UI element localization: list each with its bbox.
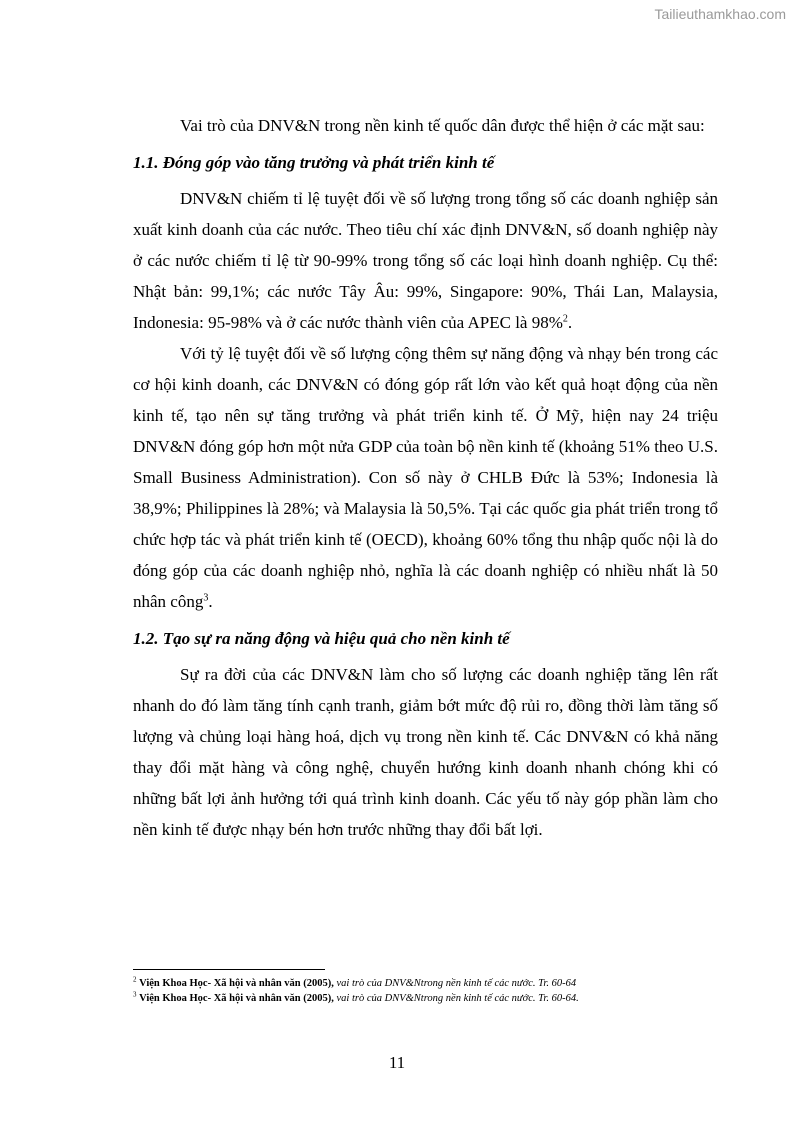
footnote-title: vai trò của DNV&Ntrong nền kinh tế các nước. Tr. 60-64 xyxy=(333,978,577,989)
paragraph-end: . xyxy=(208,592,213,611)
footnote-ref-2[interactable]: 2 xyxy=(562,313,568,325)
watermark-text: Tailieuthamkhao.com xyxy=(654,6,786,22)
footnote-3 xyxy=(133,991,718,1006)
footnote-number: 2 xyxy=(133,975,137,984)
page-number: 11 xyxy=(388,1053,406,1072)
footnote-title: vai trò của DNV&Ntrong nền kinh tế các nước. Tr. 60-64. xyxy=(333,993,579,1004)
paragraph-text: DNV&N chiếm tỉ lệ tuyệt đối về số lượng trong tổng số các doanh nghiệp sản xuất kinh doanh của các nước. Theo tiêu chí xác định DNV&N, số doanh nghiệp này ở các nước chiếm tỉ lệ từ 90-99% trong tổng số các loại hình doanh nghiệp. Cụ thể: Nhật bản: 99,1%; các nước Tây Âu: 99%, Singapore: 90%, Thái Lan, Malaysia, Indonesia: 95-98% và ở các nước thành viên của APEC là 98% xyxy=(133,189,718,332)
section-1-2-paragraph-1: Sự ra đời của các DNV&N làm cho số lượng các doanh nghiệp tăng lên rất nhanh do đó làm tăng tính cạnh tranh, giảm bớt mức độ rủi ro, đồng thời làm tăng số lượng và chủng loại hàng hoá, dịch vụ trong nền kinh tế. Các DNV&N có khả năng thay đổi mặt hàng và công nghệ, chuyển hướng kinh doanh nhanh chóng khi có những bất lợi ảnh hưởng tới quá trình kinh doanh. Các yếu tố này góp phần làm cho nền kinh tế được nhạy bén hơn trước những thay đổi bất lợi. xyxy=(133,665,718,839)
document-body xyxy=(133,110,718,845)
paragraph-end: . xyxy=(567,313,573,332)
section-heading-1-1: 1.1. Đóng góp vào tăng trưởng và phát triển kinh tế xyxy=(133,153,495,172)
footnote-source: Viện Khoa Học- Xã hội và nhân văn (2005), xyxy=(139,993,334,1004)
paragraph-text: Với tỷ lệ tuyệt đối về số lượng cộng thêm sự năng động và nhạy bén trong các cơ hội kinh doanh, các DNV&N có đóng góp rất lớn vào kết quả hoạt động của nền kinh tế, tạo nên sự tăng trưởng và phát triển kinh tế. Ở Mỹ, hiện nay 24 triệu DNV&N đóng góp hơn một nửa GDP của toàn bộ nền kinh tế (khoảng 51% theo U.S. Small Business Administration). Con số này ở CHLB Đức là 53%; Indonesia là 38,9%; Philippines là 28%; và Malaysia là 50,5%. Tại các quốc gia phát triển trong tổ chức hợp tác và phát triển kinh tế (OECD), khoảng 60% tổng thu nhập quốc nội là do đóng góp của các doanh nghiệp nhỏ, nghĩa là các doanh nghiệp có nhiều nhất là 50 nhân công xyxy=(133,344,718,611)
footnote-divider xyxy=(133,969,325,970)
intro-paragraph: Vai trò của DNV&N trong nền kinh tế quốc dân được thể hiện ở các mặt sau: xyxy=(180,116,705,135)
section-1-1-paragraph-2 xyxy=(133,338,718,617)
footnote-number: 3 xyxy=(133,990,137,999)
footnote-source: Viện Khoa Học- Xã hội và nhân văn (2005), xyxy=(139,978,334,989)
section-1-1-paragraph-1 xyxy=(133,183,718,338)
footnote-2 xyxy=(133,976,718,991)
footnote-ref-3[interactable]: 3 xyxy=(203,592,209,604)
section-heading-1-2: 1.2. Tạo sự ra năng động và hiệu quả cho nền kinh tế xyxy=(133,629,510,648)
footnotes xyxy=(133,969,718,1006)
